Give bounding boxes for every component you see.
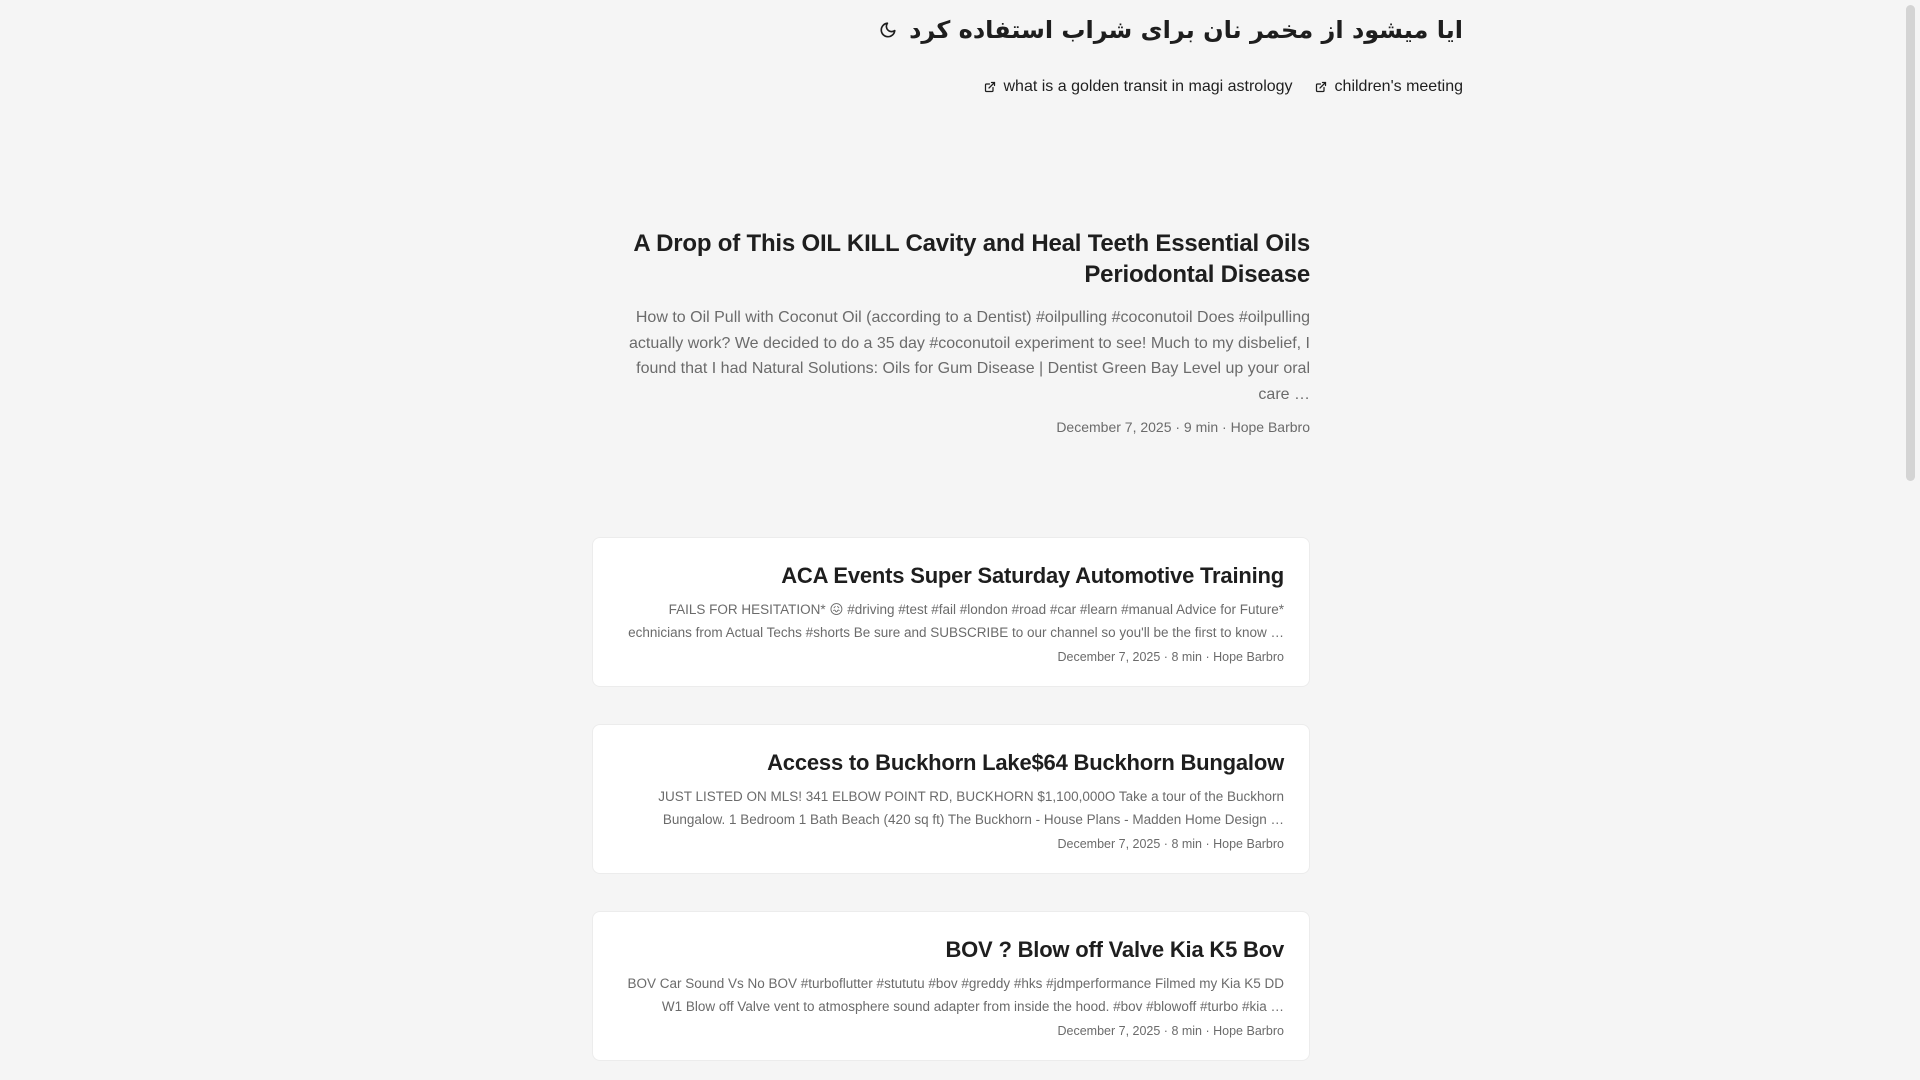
post-card[interactable] [592,537,1310,687]
vertical-scrollbar[interactable] [1903,0,1920,1080]
site-title-link[interactable]: ایا میشود از مخمر نان برای شراب استفاده کرد [909,16,1463,44]
post-meta: December 7, 2025 · 8 min · Hope Barbro [1057,650,1284,664]
post-title: Access to Buckhorn Lake$64 Buckhorn Bungalow [767,750,1284,775]
post-excerpt: FAILS FOR HESITATION* 😖 #driving #test #fail #london #road #car #learn #manual Advice for Future* echnicians from Actual Techs #shorts Be sure and SUBSCRIBE to our channel so you'll be the first to know … [628,602,1284,640]
external-link-icon [1315,81,1327,93]
moon-icon [879,21,897,39]
theme-toggle-button[interactable] [879,19,897,41]
post-meta: December 7, 2025 · 8 min · Hope Barbro [1057,837,1284,851]
header-menu [960,78,1463,96]
header-top [909,0,1463,60]
post-excerpt: JUST LISTED ON MLS! 341 ELBOW POINT RD, BUCKHORN $1,100,000O Take a tour of the Buckhorn Bungalow. 1 Bedroom 1 Bath Beach (420 sq ft) The Buckhorn - House Plans - Madden Home Design … [658,789,1284,827]
post-meta: December 7, 2025 · 8 min · Hope Barbro [1057,1024,1284,1038]
external-link-icon [984,81,996,93]
post-card[interactable] [592,724,1310,874]
scrollbar-thumb[interactable] [1906,5,1915,481]
post-title: ACA Events Super Saturday Automotive Training [781,563,1284,588]
menu-item-label: children's meeting [1334,78,1463,95]
site-header [909,0,1463,96]
menu-item-golden-transit[interactable] [984,78,1293,96]
menu-item-childrens-meeting[interactable] [1315,78,1463,96]
post-title: BOV ? Blow off Valve Kia K5 Bov [945,937,1284,962]
post-card[interactable] [592,911,1310,1061]
hero-post-meta: December 7, 2025 · 9 min · Hope Barbro [1056,419,1310,435]
hero-post-excerpt: How to Oil Pull with Coconut Oil (according to a Dentist) #oilpulling #coconutoil Does #oilpulling actually work? We decided to do a 35 day #coconutoil experiment to see! Much to my disbelief, I found that I had Natural Solutions: Oils for Gum Disease | Dentist Green Bay Level up your oral care … [629,309,1310,403]
hero-post-title: A Drop of This OIL KILL Cavity and Heal Teeth Essential Oils Periodontal Disease [633,230,1310,288]
hero-post[interactable] [592,228,1310,435]
post-excerpt: BOV Car Sound Vs No BOV #turboflutter #stututu #bov #greddy #hks #jdmperformance Filmed my Kia K5 DD W1 Blow off Valve vent to atmosphere sound adapter from inside the hood. #bov #blowoff #turbo #kia … [627,976,1284,1014]
menu-item-label: what is a golden transit in magi astrology [1003,78,1293,95]
